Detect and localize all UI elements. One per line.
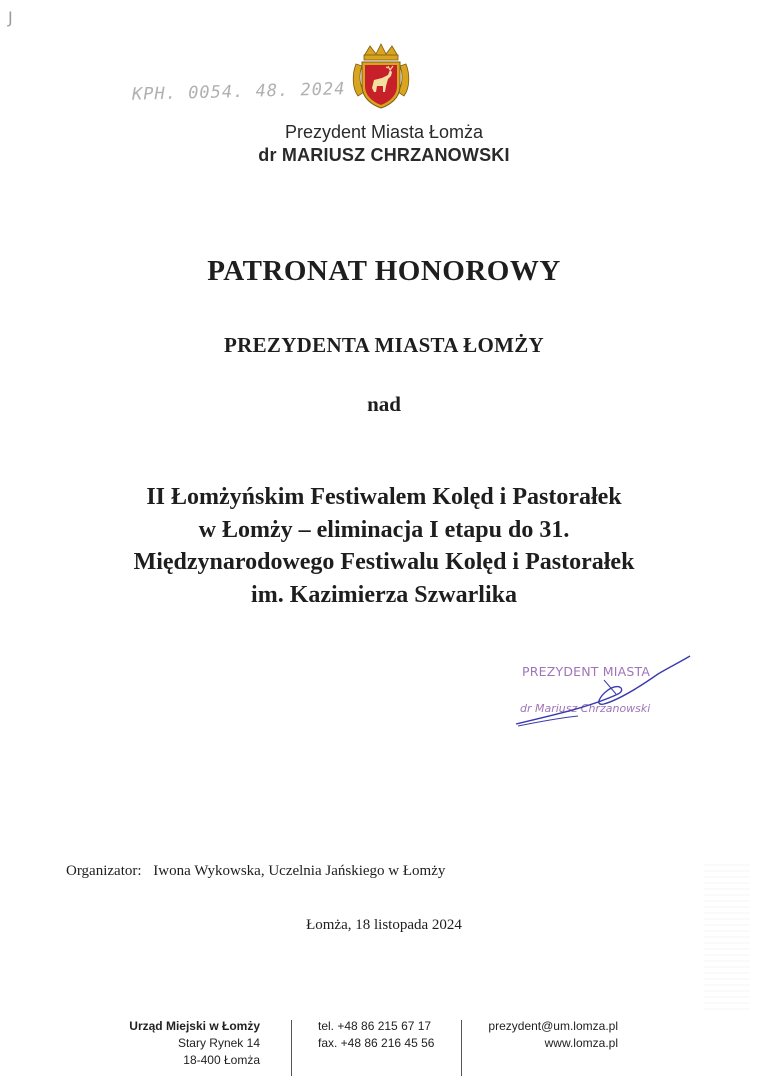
- footer-fax: fax. +48 86 216 45 56: [318, 1036, 435, 1050]
- document-heading: PATRONAT HONOROWY: [207, 255, 561, 287]
- scan-artifact: [704, 860, 750, 1010]
- festival-line: im. Kazimierza Szwarlika: [251, 581, 517, 608]
- organizer-value: Iwona Wykowska, Uczelnia Jańskiego w Łomży: [153, 863, 446, 879]
- footer-office-name: Urząd Miejski w Łomży: [129, 1019, 260, 1033]
- footer-divider: [461, 1020, 462, 1076]
- organizer-label: Organizator:: [66, 863, 142, 879]
- document-subheading: PREZYDENTA MIASTA ŁOMŻY: [224, 333, 544, 357]
- footer-city: 18-400 Łomża: [183, 1053, 260, 1067]
- footer-website: www.lomza.pl: [544, 1036, 618, 1050]
- footer-online: [478, 1018, 618, 1052]
- corner-mark: J: [8, 8, 13, 27]
- festival-line: Międzynarodowego Festiwalu Kolęd i Pastorałek: [133, 549, 635, 575]
- handwritten-signature: [508, 650, 698, 730]
- mayor-name: dr MARIUSZ CHRZANOWSKI: [258, 145, 510, 165]
- mayor-office-title: Prezydent Miasta Łomża: [284, 122, 484, 142]
- organizer-line: [66, 863, 445, 880]
- footer-address: [120, 1018, 260, 1069]
- festival-line: w Łomży – eliminacja I etapu do 31.: [198, 516, 570, 543]
- place-and-date: Łomża, 18 listopada 2024: [306, 917, 462, 933]
- stamp-title: PREZYDENT MIASTA: [522, 664, 651, 679]
- stamp-name: dr Mariusz Chrzanowski: [520, 702, 651, 715]
- footer-tel: tel. +48 86 215 67 17: [318, 1019, 432, 1033]
- connector-word: nad: [367, 392, 401, 416]
- footer-email: prezydent@um.lomza.pl: [488, 1019, 618, 1033]
- mayor-stamp: [508, 650, 698, 730]
- festival-title: [0, 481, 768, 611]
- city-crest-icon: [350, 42, 412, 110]
- festival-line: II Łomżyńskim Festiwalem Kolęd i Pastorałek: [146, 484, 622, 510]
- footer-street: Stary Rynek 14: [177, 1036, 260, 1050]
- footer-phones: [318, 1018, 438, 1052]
- reference-number: KPH. 0054. 48. 2024: [131, 79, 346, 105]
- footer-divider: [291, 1020, 292, 1076]
